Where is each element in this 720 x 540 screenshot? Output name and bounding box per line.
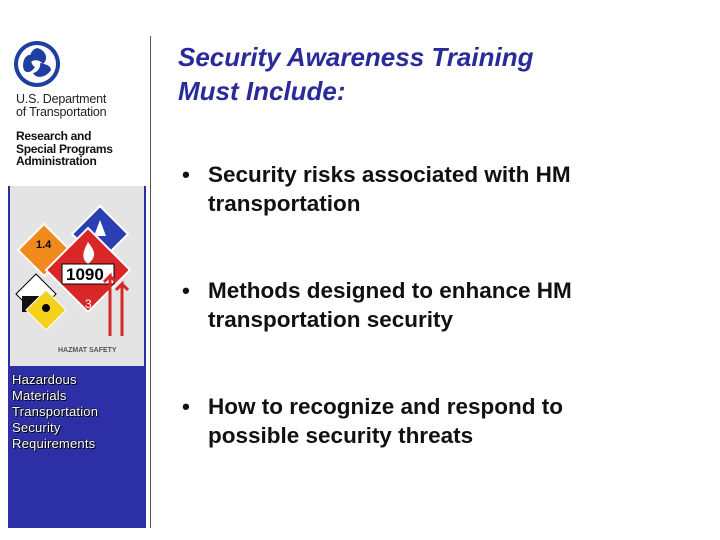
bullet-dot-icon: •	[182, 394, 190, 419]
dot-logo-block	[8, 38, 148, 178]
hazmat-placards-illustration	[10, 186, 144, 366]
department-name: U.S. Department of Transportation	[16, 92, 107, 119]
un-number-label: 1090	[66, 265, 104, 284]
sidebar	[0, 0, 150, 540]
hazard-class-label: 3	[85, 297, 92, 311]
bullet-item: • Methods designed to enhance HM transportation security	[182, 278, 572, 332]
panel-caption: Hazardous Materials Transportation Security Requirements	[12, 372, 99, 451]
bullet-item: • How to recognize and respond to possible security threats	[182, 394, 564, 448]
slide-title: Security Awareness Training Must Include:	[178, 42, 534, 106]
hazmat-safety-logo: HAZMAT SAFETY	[58, 347, 117, 354]
bullet-dot-icon: •	[182, 162, 190, 187]
administration-name: Research and Special Programs Administration	[16, 129, 113, 168]
bullet-item: • Security risks associated with HM transportation	[182, 162, 571, 216]
hazmat-placards-image	[10, 186, 144, 366]
bullet-list	[182, 160, 712, 508]
explosive-division-label: 1.4	[36, 239, 52, 251]
bullet-dot-icon: •	[182, 278, 190, 303]
dot-triskelion-icon	[13, 40, 61, 88]
divider-line	[150, 36, 151, 528]
